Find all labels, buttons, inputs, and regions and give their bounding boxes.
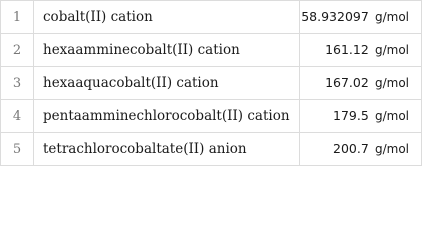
row-index: 5 [1,133,34,166]
molar-mass-cell [300,1,422,34]
row-index: 2 [1,34,34,67]
molar-mass-value: 179.5 [333,108,369,123]
molar-mass-unit: g/mol [374,43,409,57]
molar-mass-unit: g/mol [374,109,409,123]
row-index: 4 [1,100,34,133]
table-row [1,1,422,34]
molar-mass-value: 167.02 [325,75,369,90]
molar-mass-cell [300,34,422,67]
species-name: pentaamminechlorocobalt(II) cation [34,100,300,133]
molar-mass-unit: g/mol [374,76,409,90]
species-name: tetrachlorocobaltate(II) anion [34,133,300,166]
molar-mass-value: 58.932097 [301,9,369,24]
table-row [1,34,422,67]
table-row [1,67,422,100]
species-name: cobalt(II) cation [34,1,300,34]
molar-mass-value: 200.7 [333,141,369,156]
molar-mass-cell [300,133,422,166]
molar-mass-cell [300,67,422,100]
molar-mass-value: 161.12 [325,42,369,57]
row-index: 3 [1,67,34,100]
molar-mass-unit: g/mol [374,10,409,24]
table-row [1,133,422,166]
molar-mass-unit: g/mol [374,142,409,156]
table-row [1,100,422,133]
species-name: hexaamminecobalt(II) cation [34,34,300,67]
molar-mass-cell [300,100,422,133]
species-name: hexaaquacobalt(II) cation [34,67,300,100]
row-index: 1 [1,1,34,34]
